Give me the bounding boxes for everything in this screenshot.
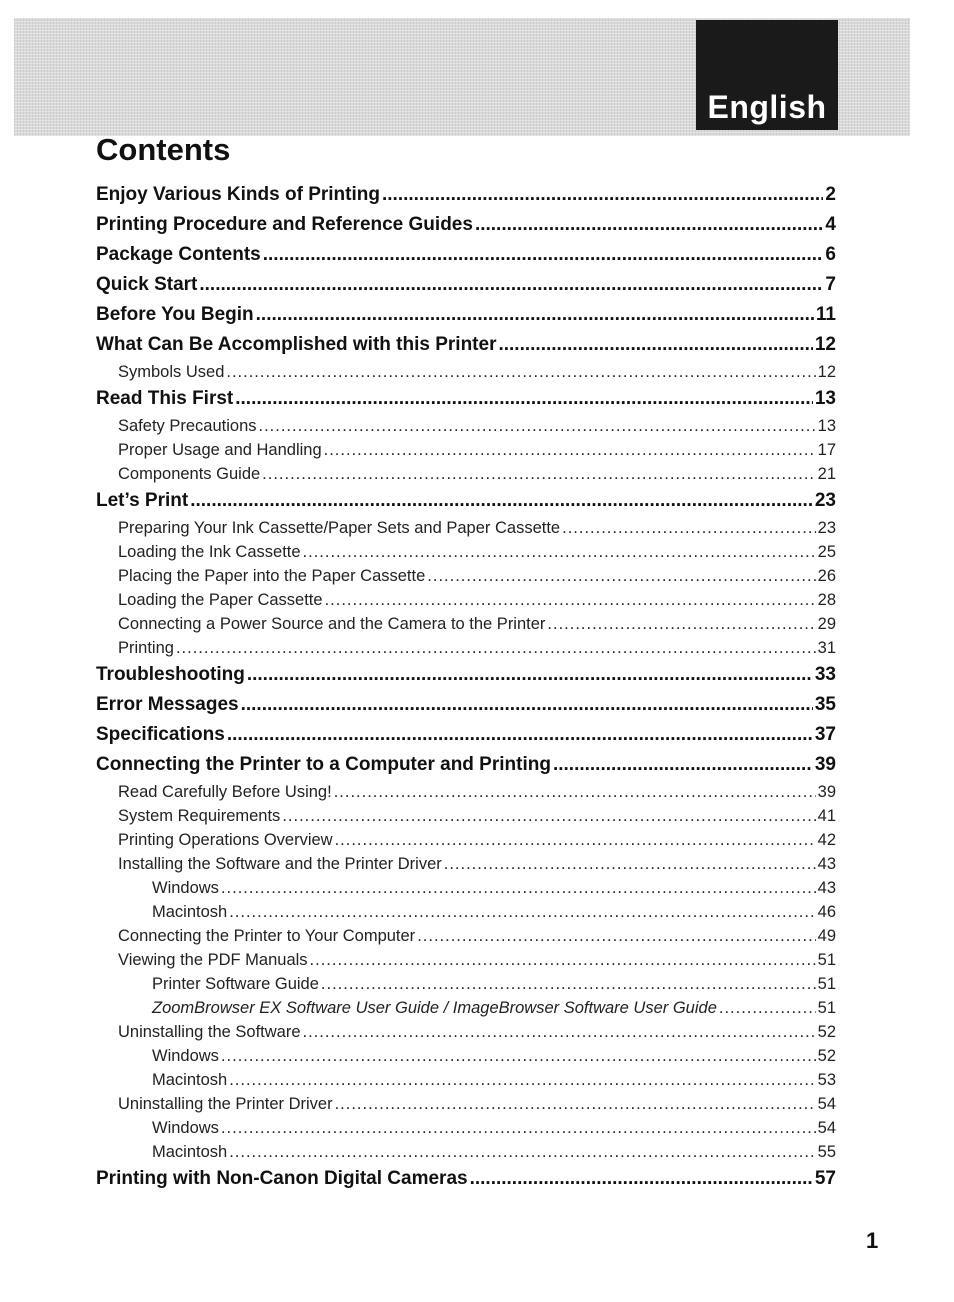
toc-entry [96, 180, 836, 210]
toc-entry-page: 35 [814, 694, 836, 715]
language-label: English [707, 89, 827, 125]
toc-entry [96, 516, 836, 540]
dot-leader [325, 588, 816, 612]
dot-leader [335, 1092, 816, 1116]
toc-entry [96, 360, 836, 384]
dot-leader [334, 780, 816, 804]
dot-leader [382, 180, 823, 210]
toc-entry-title: Windows [152, 1119, 219, 1137]
dot-leader [229, 1140, 815, 1164]
toc-entry [96, 414, 836, 438]
toc-entry-page: 53 [817, 1071, 836, 1089]
toc-entry-title: Printing with Non-Canon Digital Cameras [96, 1168, 468, 1189]
toc-entry [96, 720, 836, 750]
dot-leader [221, 1116, 816, 1140]
dot-leader [562, 516, 816, 540]
toc-entry [96, 1116, 836, 1140]
toc-entry [96, 1140, 836, 1164]
toc-entry-title: Connecting the Printer to a Computer and Printing [96, 754, 551, 775]
toc-entry-page: 43 [817, 879, 836, 897]
toc-entry-title: Specifications [96, 724, 225, 745]
dot-leader [229, 1068, 815, 1092]
toc-entry-page: 54 [817, 1095, 836, 1113]
toc-entry-page: 2 [825, 184, 836, 205]
page-number: 1 [866, 1228, 879, 1253]
toc-entry-title: Preparing Your Ink Cassette/Paper Sets and Paper Cassette [118, 519, 561, 537]
toc-entry-title: Installing the Software and the Printer Driver [118, 855, 442, 873]
toc-entry-title: Connecting the Printer to Your Computer [118, 927, 416, 945]
dot-leader [241, 690, 813, 720]
toc-entry-title: Printing Operations Overview [118, 831, 333, 849]
toc-entry [96, 636, 836, 660]
language-tab [696, 20, 838, 130]
dot-leader [176, 636, 816, 660]
toc-entry-page: 13 [814, 388, 836, 409]
dot-leader [226, 360, 815, 384]
toc-entry-page: 31 [817, 639, 836, 657]
toc-entry [96, 996, 836, 1020]
toc-entry-page: 26 [817, 567, 836, 585]
toc-entry-title: Uninstalling the Printer Driver [118, 1095, 333, 1113]
toc-entry-title: Placing the Paper into the Paper Cassette [118, 567, 426, 585]
dot-leader [310, 948, 816, 972]
toc-entry-page: 21 [817, 465, 836, 483]
toc-entry-page: 41 [817, 807, 836, 825]
toc-entry-title: Error Messages [96, 694, 239, 715]
dot-leader [247, 660, 813, 690]
toc-entry-title: Uninstalling the Software [118, 1023, 301, 1041]
toc-entry-page: 46 [817, 903, 836, 921]
toc-entry-page: 12 [814, 334, 836, 355]
toc-entry [96, 660, 836, 690]
toc-entry-page: 51 [817, 975, 836, 993]
toc-entry-title: Troubleshooting [96, 664, 245, 685]
toc-entry [96, 828, 836, 852]
dot-leader [444, 852, 816, 876]
toc-entry-title: Printing [118, 639, 174, 657]
toc-entry-title: Symbols Used [118, 363, 225, 381]
toc-entry [96, 1044, 836, 1068]
toc-entry-title: Enjoy Various Kinds of Printing [96, 184, 380, 205]
toc-entry [96, 384, 836, 414]
dot-leader [719, 996, 816, 1020]
toc-entry-page: 11 [815, 304, 836, 325]
dot-leader [190, 486, 813, 516]
toc-entry-title: ZoomBrowser EX Software User Guide / ImageBrowser Software User Guide [152, 999, 717, 1017]
toc-entry-title: Printer Software Guide [152, 975, 319, 993]
toc-entry-title: Connecting a Power Source and the Camera to the Printer [118, 615, 546, 633]
toc-entry-title: Quick Start [96, 274, 198, 295]
toc-entry-title: Read This First [96, 388, 234, 409]
toc-entry-page: 51 [817, 951, 836, 969]
toc-entry-page: 42 [817, 831, 836, 849]
toc-entry [96, 588, 836, 612]
dot-leader [321, 972, 816, 996]
toc-entry-page: 29 [817, 615, 836, 633]
toc-entry [96, 1068, 836, 1092]
toc-entry-page: 6 [825, 244, 836, 265]
toc-entry-title: Viewing the PDF Manuals [118, 951, 308, 969]
toc-entry-title: Components Guide [118, 465, 261, 483]
toc-entry [96, 486, 836, 516]
dot-leader [199, 270, 823, 300]
dot-leader [547, 612, 815, 636]
toc-entry [96, 330, 836, 360]
page-title: Contents [96, 132, 231, 167]
toc-entry-page: 12 [817, 363, 836, 381]
toc-entry-title: Before You Begin [96, 304, 254, 325]
toc-entry [96, 948, 836, 972]
toc-entry-page: 54 [817, 1119, 836, 1137]
toc-entry-title: Loading the Paper Cassette [118, 591, 323, 609]
toc-entry [96, 852, 836, 876]
toc-entry [96, 750, 836, 780]
toc-entry [96, 972, 836, 996]
toc-entry [96, 1092, 836, 1116]
toc-entry-page: 39 [814, 754, 836, 775]
toc-entry-page: 17 [817, 441, 836, 459]
toc-entry [96, 612, 836, 636]
toc-entry-title: System Requirements [118, 807, 281, 825]
dot-leader [470, 1164, 813, 1194]
dot-leader [235, 384, 813, 414]
toc-entry-title: Macintosh [152, 1143, 228, 1161]
toc-entry-title: Macintosh [152, 903, 228, 921]
toc-entry [96, 1164, 836, 1194]
toc-entry [96, 876, 836, 900]
dot-leader [282, 804, 815, 828]
toc-entry [96, 438, 836, 462]
toc-entry-page: 57 [814, 1168, 836, 1189]
toc-entry-title: Printing Procedure and Reference Guides [96, 214, 473, 235]
toc-entry [96, 924, 836, 948]
toc-entry-title: Proper Usage and Handling [118, 441, 322, 459]
dot-leader [229, 900, 815, 924]
toc-entry [96, 564, 836, 588]
toc-entry-page: 51 [817, 999, 836, 1017]
toc-entry [96, 300, 836, 330]
toc-entry [96, 240, 836, 270]
toc-entry [96, 804, 836, 828]
toc-entry-page: 4 [825, 214, 836, 235]
toc-entry-title: Read Carefully Before Using! [118, 783, 332, 801]
toc-entry-title: Safety Precautions [118, 417, 257, 435]
dot-leader [475, 210, 823, 240]
toc-entry-page: 23 [814, 490, 836, 511]
table-of-contents [96, 180, 836, 1194]
toc-entry [96, 270, 836, 300]
toc-entry-page: 7 [825, 274, 836, 295]
toc-entry-title: What Can Be Accomplished with this Printer [96, 334, 497, 355]
toc-entry-page: 13 [817, 417, 836, 435]
toc-entry-page: 23 [817, 519, 836, 537]
dot-leader [263, 240, 824, 270]
dot-leader [303, 540, 816, 564]
toc-entry-page: 43 [817, 855, 836, 873]
dot-leader [498, 330, 812, 360]
dot-leader [553, 750, 813, 780]
dot-leader [259, 414, 816, 438]
dot-leader [324, 438, 816, 462]
toc-entry [96, 462, 836, 486]
toc-entry-title: Let’s Print [96, 490, 189, 511]
toc-entry-page: 55 [817, 1143, 836, 1161]
toc-entry [96, 780, 836, 804]
toc-entry-page: 25 [817, 543, 836, 561]
dot-leader [303, 1020, 816, 1044]
dot-leader [221, 1044, 816, 1068]
toc-entry-page: 28 [817, 591, 836, 609]
toc-entry-page: 52 [817, 1023, 836, 1041]
toc-entry-page: 52 [817, 1047, 836, 1065]
toc-entry-page: 33 [814, 664, 836, 685]
dot-leader [256, 300, 814, 330]
toc-entry [96, 690, 836, 720]
dot-leader [335, 828, 816, 852]
dot-leader [427, 564, 815, 588]
toc-entry-page: 49 [817, 927, 836, 945]
dot-leader [221, 876, 816, 900]
toc-entry-title: Windows [152, 879, 219, 897]
toc-entry [96, 540, 836, 564]
toc-entry [96, 210, 836, 240]
dot-leader [227, 720, 813, 750]
toc-entry-page: 37 [814, 724, 836, 745]
dot-leader [417, 924, 815, 948]
toc-entry-title: Macintosh [152, 1071, 228, 1089]
toc-entry [96, 1020, 836, 1044]
dot-leader [262, 462, 815, 486]
toc-entry-page: 39 [817, 783, 836, 801]
toc-entry-title: Windows [152, 1047, 219, 1065]
toc-entry-title: Loading the Ink Cassette [118, 543, 301, 561]
toc-entry-title: Package Contents [96, 244, 261, 265]
toc-entry [96, 900, 836, 924]
